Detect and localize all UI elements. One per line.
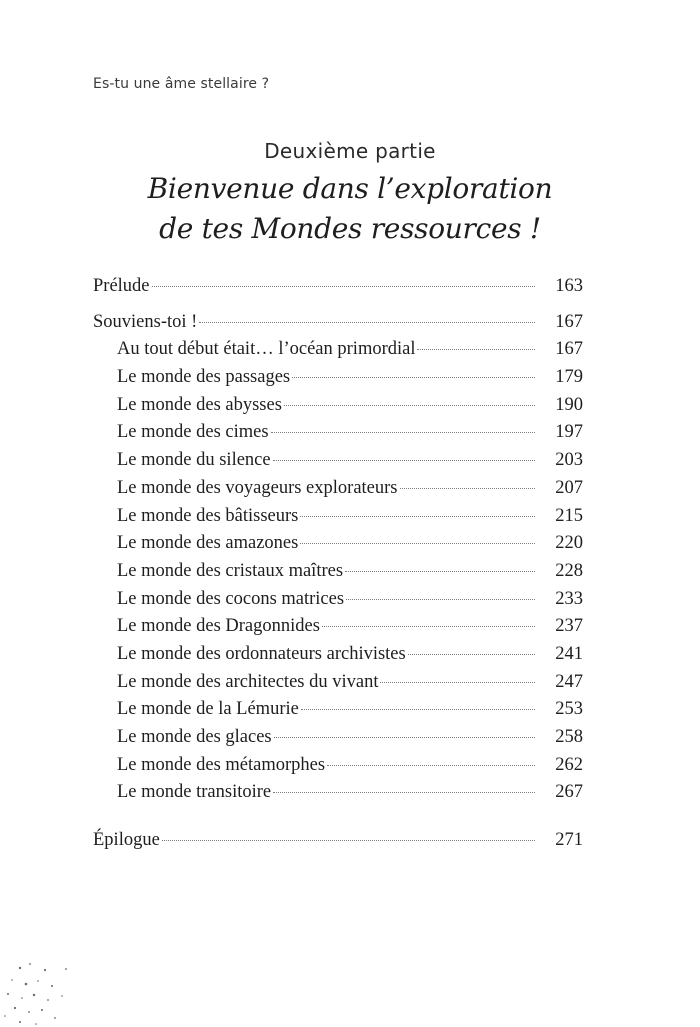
- toc-entry-label: Le monde des glaces: [117, 727, 272, 747]
- toc-entry-label: Le monde des bâtisseurs: [117, 505, 299, 526]
- toc-entry-label: Le monde des Dragonnides: [117, 616, 320, 637]
- toc-entry-label: Le monde transitoire: [117, 782, 272, 803]
- toc-entry-page: 233: [555, 588, 583, 609]
- toc-entry-label: Le monde de la Lémurie: [117, 699, 299, 720]
- toc-entry-page: 237: [555, 616, 583, 637]
- toc-entry-label: Le monde des passages: [117, 367, 291, 388]
- toc-entry: [93, 616, 583, 644]
- toc-entry-page: 167: [555, 339, 583, 360]
- dot-leader: [273, 791, 535, 793]
- toc-entry: [93, 561, 583, 589]
- dot-leader: [292, 376, 535, 378]
- toc-entry: [93, 727, 583, 755]
- toc-entry-souviens-toi: [93, 312, 583, 340]
- toc-entry-label: Le monde des cristaux maîtres: [117, 560, 344, 581]
- dot-leader: [274, 736, 535, 738]
- toc-entry-page: 167: [555, 311, 583, 332]
- toc-entry: [93, 699, 583, 727]
- toc-entry-prelude: [93, 276, 583, 304]
- toc-entry-label: Le monde des voyageurs explorateurs: [117, 477, 398, 498]
- spacer: [93, 304, 583, 312]
- toc-entry: [93, 339, 583, 367]
- dot-leader: [322, 625, 535, 627]
- toc-entry: [93, 782, 583, 810]
- toc-entry: [93, 755, 583, 783]
- toc-entry-label: Épilogue: [93, 830, 160, 851]
- dot-leader: [400, 487, 536, 489]
- spacer: [93, 810, 583, 830]
- toc-entry-page: 267: [555, 782, 583, 803]
- toc-entry: [93, 450, 583, 478]
- toc-entry-label: Le monde du silence: [117, 450, 271, 471]
- toc-entry-label: Le monde des cimes: [117, 422, 269, 443]
- toc-entry-page: 207: [555, 477, 583, 498]
- part-label: Deuxième partie: [264, 139, 436, 163]
- dot-leader: [300, 542, 535, 544]
- dot-leader: [273, 459, 535, 461]
- table-of-contents: [93, 276, 583, 858]
- toc-entry: [93, 672, 583, 700]
- toc-entry-label: Le monde des cocons matrices: [117, 588, 345, 609]
- toc-entry: [93, 506, 583, 534]
- dot-leader: [301, 708, 535, 710]
- toc-entry-page: 262: [555, 754, 583, 775]
- dot-leader: [345, 570, 535, 572]
- dot-leader: [152, 285, 535, 287]
- dot-leader: [284, 404, 535, 406]
- part-title-line-2: de tes Mondes ressources !: [159, 212, 541, 245]
- toc-entry-page: 197: [555, 422, 583, 443]
- toc-entry-label: Le monde des architectes du vivant: [117, 671, 379, 692]
- running-header: Es-tu une âme stellaire ?: [93, 76, 270, 92]
- toc-entry-label: Le monde des abysses: [117, 394, 282, 415]
- dot-leader: [417, 348, 535, 350]
- toc-entry: [93, 589, 583, 617]
- toc-entry-label: Souviens-toi !: [93, 311, 198, 332]
- toc-entry: [93, 644, 583, 672]
- toc-entry-page: 179: [555, 367, 583, 388]
- toc-entry-page: 271: [555, 830, 583, 851]
- dot-leader: [380, 681, 535, 683]
- dot-leader: [199, 321, 535, 323]
- toc-entry-label: Au tout début était… l’océan primordial: [117, 339, 416, 360]
- toc-entry: [93, 395, 583, 423]
- toc-entry-page: 228: [555, 560, 583, 581]
- toc-entry-page: 203: [555, 450, 583, 471]
- toc-entry: [93, 533, 583, 561]
- toc-entry: [93, 478, 583, 506]
- dot-leader: [346, 598, 535, 600]
- toc-entry-label: Le monde des métamorphes: [117, 754, 326, 775]
- toc-entry-label: Le monde des ordonnateurs archivistes: [117, 643, 406, 664]
- stars-decoration: [0, 950, 80, 1027]
- dot-leader: [300, 515, 535, 517]
- toc-entry-epilogue: [93, 830, 583, 858]
- toc-entry-page: 247: [555, 671, 583, 692]
- toc-entry-page: 163: [555, 276, 583, 296]
- toc-entry-page: 258: [555, 727, 583, 747]
- dot-leader: [271, 431, 535, 433]
- toc-entry-label: Prélude: [93, 276, 150, 296]
- toc-entry-page: 253: [555, 699, 583, 720]
- part-title-line-1: Bienvenue dans l’exploration: [147, 172, 553, 205]
- toc-entry: [93, 367, 583, 395]
- toc-entry-page: 220: [555, 533, 583, 554]
- dot-leader: [327, 764, 535, 766]
- toc-subsections: [93, 339, 583, 810]
- toc-entry-page: 190: [555, 394, 583, 415]
- dot-leader: [408, 653, 535, 655]
- toc-entry: [93, 422, 583, 450]
- toc-entry-page: 215: [555, 505, 583, 526]
- toc-entry-label: Le monde des amazones: [117, 533, 299, 554]
- toc-entry-page: 241: [555, 643, 583, 664]
- dot-leader: [162, 839, 535, 841]
